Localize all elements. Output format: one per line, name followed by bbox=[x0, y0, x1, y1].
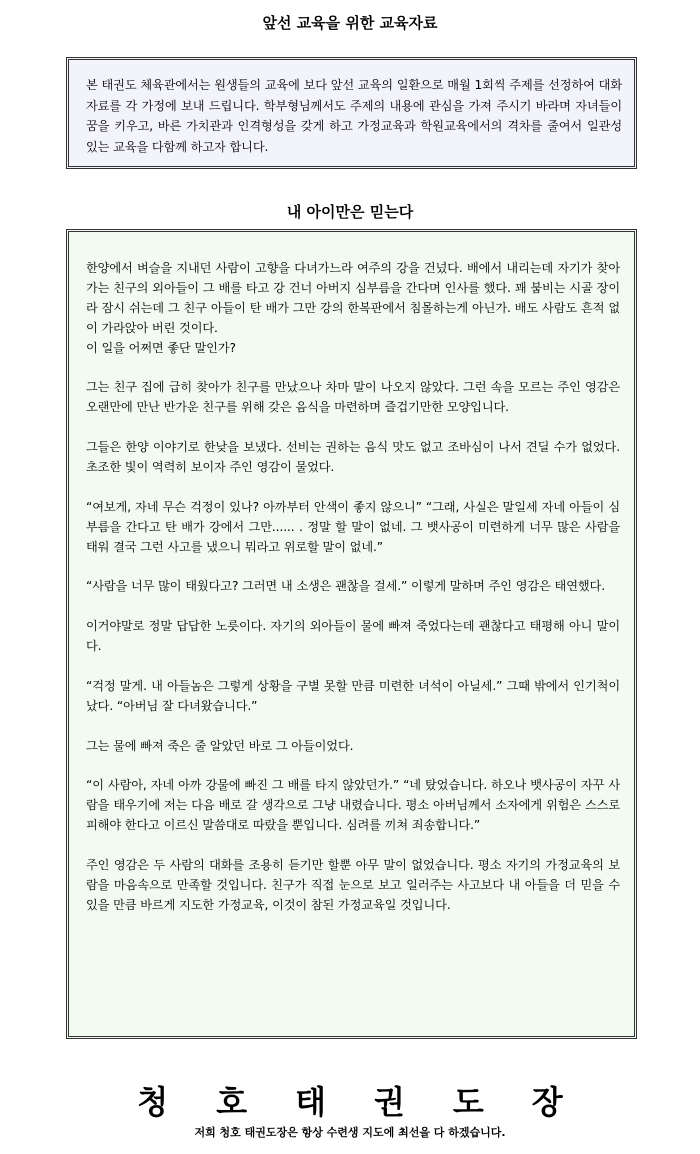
story-paragraph: 이거야말로 정말 답답한 노릇이다. 자기의 외아들이 물에 빠져 죽었다는데 괜찮다고 태평해 아니 말이다. bbox=[86, 619, 620, 654]
story-paragraph: “이 사람아, 자네 아까 강물에 빠진 그 배를 타지 않았던가.” “네 탔었습니다. 하오나 뱃사공이 자꾸 사람을 태우기에 저는 다음 배로 갈 생각으로 그냥 내렸습니다. 평소 아버님께서 소자에게 위험은 스스로 피해야 한다고 이르신 말씀대로 따랐을 뿐입니다. 심려를 끼쳐 죄송합니다.” bbox=[86, 778, 620, 833]
story-paragraph: 그들은 한양 이야기로 한낮을 보냈다. 선비는 권하는 음식 맛도 없고 조바심이 나서 견딜 수가 없었다. 초조한 빛이 역력히 보이자 주인 영감이 물었다. bbox=[86, 440, 620, 475]
story-paragraph: 한양에서 벼슬을 지내던 사람이 고향을 다녀가느라 여주의 강을 건넜다. 배에서 내리는데 자기가 찾아가는 친구의 외아들이 그 배를 타고 강 건너 아버지 심부름을 간다며 인사를 했다. 꽤 붐비는 시골 장이라 잠시 쉬는데 그 친구 아들이 탄 배가 그만 강의 한복판에서 침몰하는게 아닌가. 배도 사람도 흔적 없이 가라앉아 버린 것이다. 이 일을 어쩌면 좋단 말인가? bbox=[86, 261, 620, 355]
intro-box bbox=[66, 57, 637, 169]
intro-text: 본 태권도 체육관에서는 원생들의 교육에 보다 앞선 교육의 일환으로 매월 1회씩 주제를 선정하여 대화자료를 각 가정에 보내 드립니다. 학부형님께서도 주제의 내용에 관심을 가져 주시기 바라며 자녀들이 꿈을 키우고, 바른 가치관과 인격형성을 갖게 하고 가정교육과 학원교육에서의 격차를 줄여서 일관성 있는 교육을 다함께 하고자 합니다. bbox=[86, 78, 622, 154]
story-box bbox=[66, 229, 637, 1039]
story-paragraph: 그는 물에 빠져 죽은 줄 알았던 바로 그 아들이었다. bbox=[86, 738, 354, 753]
story-body bbox=[86, 259, 620, 936]
page-title: 앞선 교육을 위한 교육자료 bbox=[262, 14, 438, 32]
story-paragraph: 주인 영감은 두 사람의 대화를 조용히 듣기만 할뿐 아무 말이 없었습니다. 평소 자기의 가정교육의 보람을 마음속으로 만족할 것입니다. 친구가 직접 눈으로 보고 일러주는 사고보다 내 아들을 더 믿을 수 있을 만큼 바르게 지도한 가정교육, 이것이 참된 가정교육일 것입니다. bbox=[86, 858, 620, 912]
dojang-slogan: 저희 청호 태권도장은 항상 수련생 지도에 최선을 다 하겠습니다. bbox=[194, 1126, 506, 1139]
story-paragraph: “걱정 말게. 내 아들놈은 그렇게 상황을 구별 못할 만큼 미련한 녀석이 아닐세.” 그때 밖에서 인기척이 났다. “아버님 잘 다녀왔습니다.” bbox=[86, 678, 620, 713]
story-paragraph: “사람을 너무 많이 태웠다고? 그러면 내 소생은 괜찮을 걸세.” 이렇게 말하며 주인 영감은 태연했다. bbox=[86, 579, 605, 594]
story-paragraph: 그는 친구 집에 급히 찾아가 친구를 만났으나 차마 말이 나오지 않았다. 그런 속을 모르는 주인 영감은 오랜만에 만난 반가운 친구를 위해 갖은 음식을 마련하며 즐겁기만한 모양입니다. bbox=[86, 380, 620, 415]
dojang-name: 청호태권도장 bbox=[137, 1083, 611, 1121]
story-paragraph: “여보게, 자네 무슨 걱정이 있나? 아까부터 안색이 좋지 않으니” “그래, 사실은 말일세 자네 아들이 심부름을 간다고 탄 배가 강에서 그만...... . 정말 할 말이 없네. 그 뱃사공이 미련하게 너무 많은 사람을 태워 결국 그런 사고를 냈으니 뭐라고 위로할 말이 없네.” bbox=[86, 499, 620, 554]
story-title: 내 아이만은 믿는다 bbox=[286, 203, 414, 221]
